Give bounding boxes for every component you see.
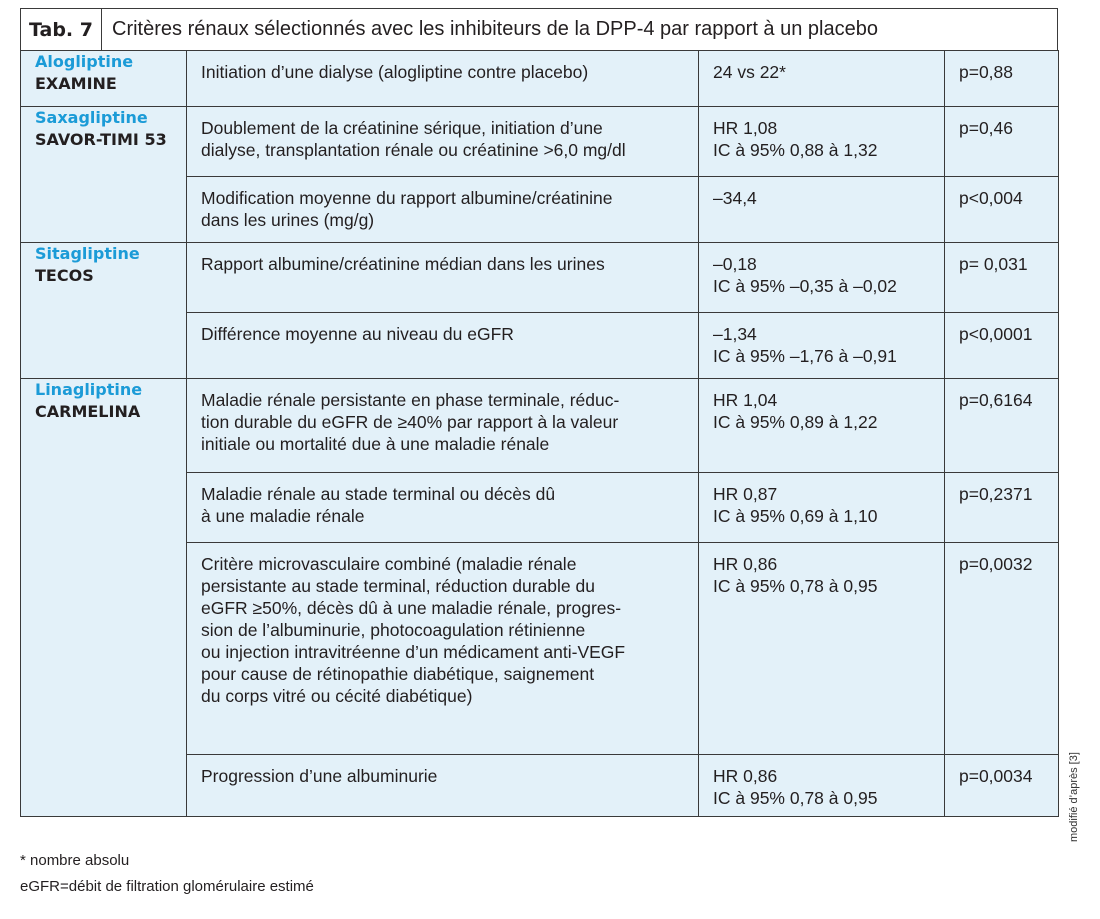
criterion-text: Différence moyenne au niveau du eGFR bbox=[201, 324, 514, 344]
criterion-text: Doublement de la créatinine sérique, initiation d’une bbox=[201, 118, 603, 138]
result-cell bbox=[699, 755, 945, 817]
table-row bbox=[21, 107, 1059, 177]
footnote-egfr: eGFR=débit de filtration glomérulaire estimé bbox=[20, 878, 314, 895]
criterion-text: Initiation d’une dialyse (alogliptine contre placebo) bbox=[201, 62, 589, 82]
result-cell bbox=[699, 379, 945, 473]
criterion-text: pour cause de rétinopathie diabétique, saignement bbox=[201, 664, 595, 684]
trial-name: TECOS bbox=[35, 266, 94, 285]
drug-name: Alogliptine bbox=[35, 52, 134, 71]
result-cell bbox=[699, 51, 945, 107]
table-container bbox=[20, 8, 1058, 817]
p-value-cell: p<0,0001 bbox=[945, 313, 1059, 379]
criterion-cell bbox=[187, 755, 699, 817]
criteria-table bbox=[20, 50, 1059, 817]
criterion-cell bbox=[187, 543, 699, 755]
result-text: –0,18 bbox=[713, 254, 757, 274]
criterion-text: initiale ou mortalité due à une maladie rénale bbox=[201, 434, 550, 454]
drug-name: Linagliptine bbox=[35, 380, 143, 399]
source-note: modifié d’après [3] bbox=[1068, 752, 1080, 842]
footnote-absolute: * nombre absolu bbox=[20, 852, 130, 869]
result-cell bbox=[699, 313, 945, 379]
p-value-cell: p=0,6164 bbox=[945, 379, 1059, 473]
p-value-cell: p= 0,031 bbox=[945, 243, 1059, 313]
criterion-text: eGFR ≥50%, décès dû à une maladie rénale, progres- bbox=[201, 598, 622, 618]
drug-name: Saxagliptine bbox=[35, 108, 148, 127]
result-text: –1,34 bbox=[713, 324, 757, 344]
result-cell bbox=[699, 177, 945, 243]
table-row bbox=[21, 51, 1059, 107]
criterion-cell bbox=[187, 177, 699, 243]
p-value-cell: p=0,2371 bbox=[945, 473, 1059, 543]
table-label: Tab. 7 bbox=[21, 9, 102, 50]
study-cell bbox=[21, 51, 187, 107]
trial-name: EXAMINE bbox=[35, 74, 117, 93]
p-value-cell: p=0,0032 bbox=[945, 543, 1059, 755]
criterion-text: Critère microvasculaire combiné (maladie rénale bbox=[201, 554, 577, 574]
p-value-cell: p=0,0034 bbox=[945, 755, 1059, 817]
trial-name: CARMELINA bbox=[35, 402, 141, 421]
p-value-cell: p=0,46 bbox=[945, 107, 1059, 177]
table-title: Critères rénaux sélectionnés avec les inhibiteurs de la DPP-4 par rapport à un placebo bbox=[112, 18, 878, 40]
footnotes bbox=[20, 848, 314, 900]
result-text: HR 0,86 bbox=[713, 766, 778, 786]
criterion-cell bbox=[187, 107, 699, 177]
table-row bbox=[21, 243, 1059, 313]
result-text: HR 0,87 bbox=[713, 484, 778, 504]
criterion-text: Progression d’une albuminurie bbox=[201, 766, 438, 786]
result-cell bbox=[699, 473, 945, 543]
result-cell bbox=[699, 243, 945, 313]
study-cell bbox=[21, 107, 187, 243]
criterion-cell bbox=[187, 473, 699, 543]
p-value-cell: p=0,88 bbox=[945, 51, 1059, 107]
result-text: HR 0,86 bbox=[713, 554, 778, 574]
criterion-text: dans les urines (mg/g) bbox=[201, 210, 375, 230]
criterion-text: tion durable du eGFR de ≥40% par rapport à la valeur bbox=[201, 412, 619, 432]
criterion-text: à une maladie rénale bbox=[201, 506, 365, 526]
p-value-cell: p<0,004 bbox=[945, 177, 1059, 243]
criterion-text: Rapport albumine/créatinine médian dans les urines bbox=[201, 254, 605, 274]
criterion-text: du corps vitré ou cécité diabétique) bbox=[201, 686, 473, 706]
trial-name: SAVOR-TIMI 53 bbox=[35, 130, 167, 149]
criterion-text: Modification moyenne du rapport albumine/créatinine bbox=[201, 188, 613, 208]
criterion-cell bbox=[187, 243, 699, 313]
criterion-cell bbox=[187, 51, 699, 107]
result-text: HR 1,04 bbox=[713, 390, 778, 410]
criterion-text: ou injection intravitréenne d’un médicament anti-VEGF bbox=[201, 642, 626, 662]
criterion-text: persistante au stade terminal, réduction durable du bbox=[201, 576, 595, 596]
criterion-text: dialyse, transplantation rénale ou créatinine >6,0 mg/dl bbox=[201, 140, 626, 160]
drug-name: Sitagliptine bbox=[35, 244, 140, 263]
study-cell bbox=[21, 379, 187, 817]
result-text: 24 vs 22* bbox=[713, 62, 786, 82]
study-cell bbox=[21, 243, 187, 379]
criteria-table-body bbox=[21, 51, 1059, 817]
result-text: –34,4 bbox=[713, 188, 757, 208]
table-title-bar bbox=[20, 8, 1058, 50]
result-text: HR 1,08 bbox=[713, 118, 778, 138]
criterion-text: Maladie rénale persistante en phase terminale, réduc- bbox=[201, 390, 620, 410]
result-text: IC à 95% 0,78 à 0,95 bbox=[713, 576, 878, 596]
result-cell bbox=[699, 543, 945, 755]
result-text: IC à 95% 0,69 à 1,10 bbox=[713, 506, 878, 526]
criterion-text: sion de l’albuminurie, photocoagulation rétinienne bbox=[201, 620, 586, 640]
result-text: IC à 95% 0,78 à 0,95 bbox=[713, 788, 878, 808]
result-text: IC à 95% –0,35 à –0,02 bbox=[713, 276, 897, 296]
table-row bbox=[21, 379, 1059, 473]
result-text: IC à 95% 0,89 à 1,22 bbox=[713, 412, 878, 432]
result-cell bbox=[699, 107, 945, 177]
result-text: IC à 95% –1,76 à –0,91 bbox=[713, 346, 897, 366]
result-text: IC à 95% 0,88 à 1,32 bbox=[713, 140, 878, 160]
criterion-text: Maladie rénale au stade terminal ou décès dû bbox=[201, 484, 556, 504]
criterion-cell bbox=[187, 313, 699, 379]
criterion-cell bbox=[187, 379, 699, 473]
